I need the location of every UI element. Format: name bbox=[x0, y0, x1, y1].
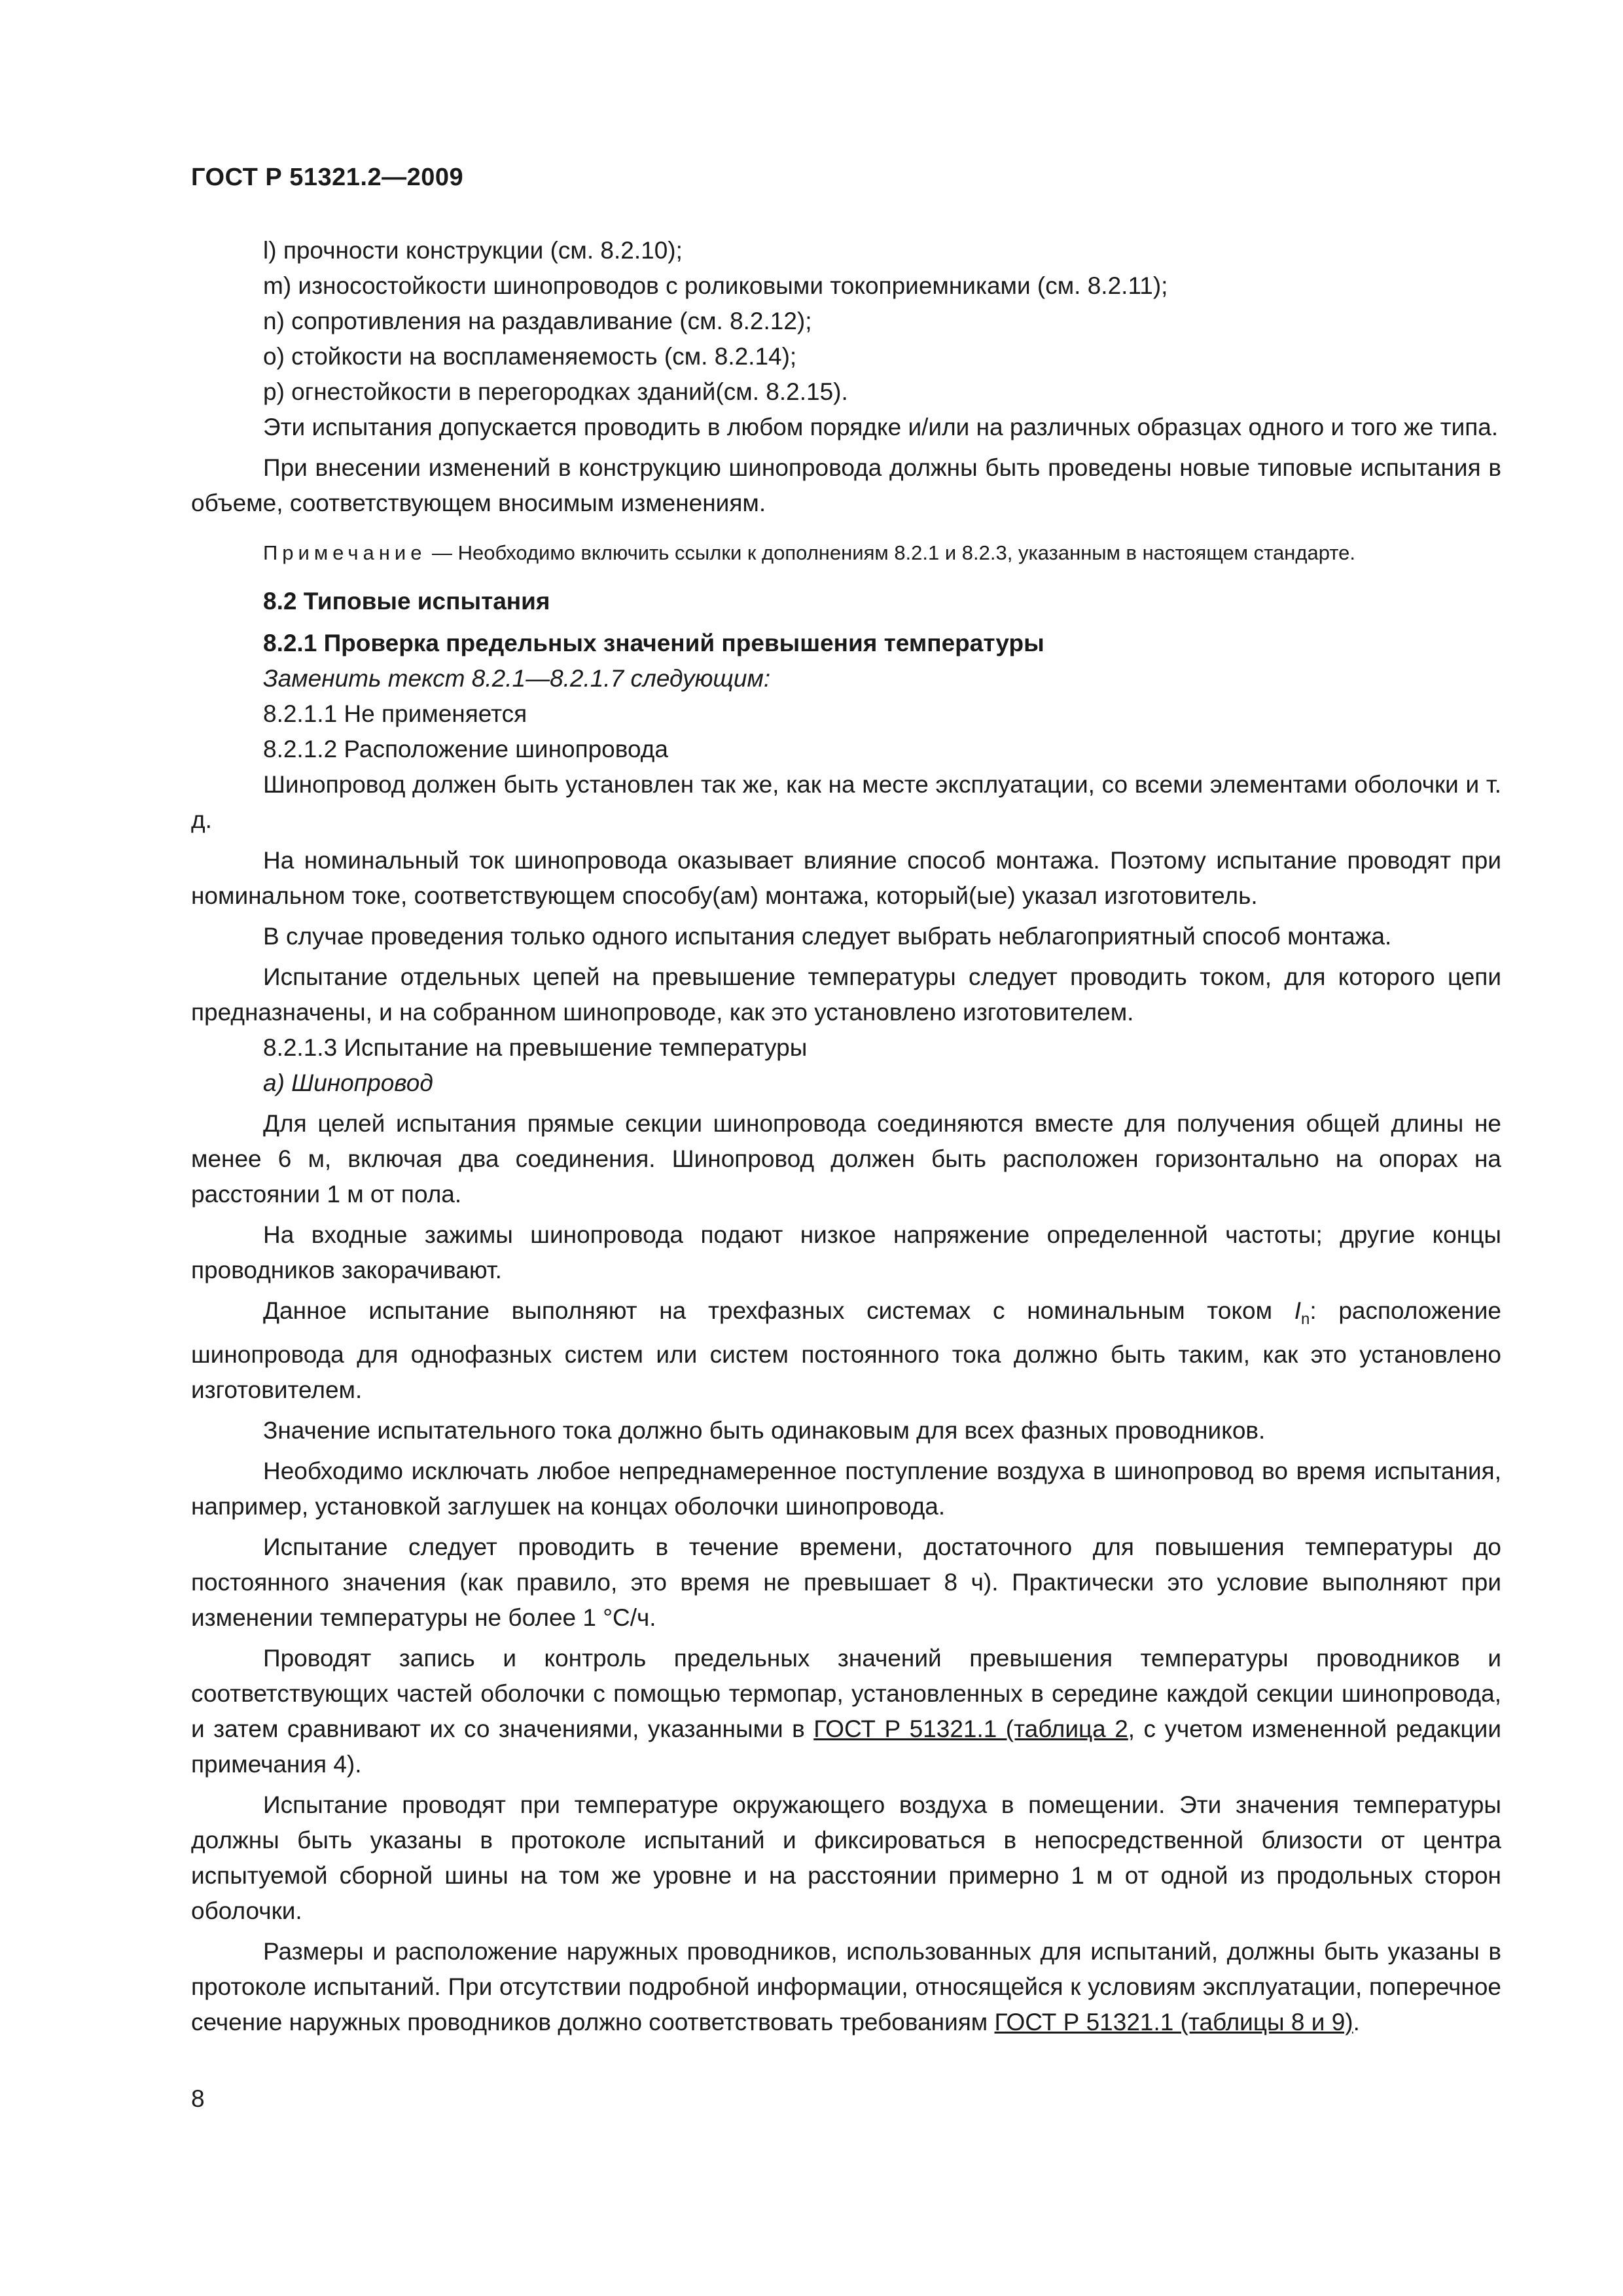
paragraph-text: Проводят запись и контроль предельных значений превышения температуры проводников и соответствующих частей оболочки с помощью термопар, установленных в середине каждой секции шинопровода, и затем сравнивают их со значениями, указанными в bbox=[191, 1645, 1501, 1742]
paragraph: На номинальный ток шинопровода оказывает влияние способ монтажа. Поэтому испытание проводят при номинальном токе, соответствующем способу(ам) монтажа, который(ые) указал изготовитель. bbox=[191, 847, 1501, 909]
paragraph: Значение испытательного тока должно быть одинаковым для всех фазных проводников. bbox=[263, 1417, 1266, 1444]
paragraph: Для целей испытания прямые секции шинопровода соединяются вместе для получения общей длины не менее 6 м, включая два соединения. Шинопровод должен быть расположен горизонтально на опорах на расстоянии 1 м от пола. bbox=[191, 1110, 1501, 1208]
paragraph: Испытание следует проводить в течение времени, достаточного для повышения температуры до постоянного значения (как правило, это время не превышает 8 ч). Практически это условие выполняют при изменении температуры не более 1 °С/ч. bbox=[191, 1534, 1501, 1631]
paragraph-text: Данное испытание выполняют на трехфазных системах с номинальным током bbox=[263, 1297, 1294, 1324]
list-item: m) износостойкости шинопроводов с роликовыми токоприемниками (см. 8.2.11); bbox=[263, 272, 1168, 299]
standard-reference-link[interactable]: ГОСТ Р 51321.1 (таблица 2 bbox=[813, 1715, 1128, 1742]
page-number: 8 bbox=[191, 2085, 205, 2112]
clause-heading: 8.2.1.1 Не применяется bbox=[263, 700, 527, 727]
standard-reference-link[interactable]: ГОСТ Р 51321.1 (таблицы 8 и 9) bbox=[994, 2009, 1353, 2036]
paragraph: В случае проведения только одного испытания следует выбрать неблагоприятный способ монтажа. bbox=[263, 923, 1392, 950]
subsection-heading: 8.2.1 Проверка предельных значений превышения температуры bbox=[263, 630, 1044, 656]
paragraph: Необходимо исключать любое непреднамеренное поступление воздуха в шинопровод во время испытания, например, установкой заглушек на концах оболочки шинопровода. bbox=[191, 1458, 1501, 1520]
document-body bbox=[191, 233, 1501, 2040]
note bbox=[191, 538, 1501, 568]
sub-clause-heading: а) Шинопровод bbox=[263, 1069, 433, 1096]
paragraph: Шинопровод должен быть установлен так же, как на месте эксплуатации, со всеми элементами оболочки и т. д. bbox=[191, 771, 1501, 833]
current-subscript: n bbox=[1301, 1310, 1310, 1328]
clause-heading: 8.2.1.3 Испытание на превышение температуры bbox=[263, 1034, 808, 1061]
paragraph bbox=[191, 1641, 1501, 1782]
paragraph bbox=[191, 1293, 1501, 1408]
list-item: n) сопротивления на раздавливание (см. 8.2.12); bbox=[263, 308, 812, 334]
paragraph: Испытание отдельных цепей на превышение температуры следует проводить током, для которого цепи предназначены, и на собранном шинопроводе, как это установлено изготовителем. bbox=[191, 963, 1501, 1026]
current-symbol: I bbox=[1294, 1297, 1302, 1324]
clause-heading: 8.2.1.2 Расположение шинопровода bbox=[263, 736, 668, 762]
paragraph: Испытание проводят при температуре окружающего воздуха в помещении. Эти значения температуры должны быть указаны в протоколе испытаний и фиксироваться в непосредственной близости от центра испытуемой сборной шины на том же уровне и на расстоянии примерно 1 м от одной из продольных сторон оболочки. bbox=[191, 1791, 1501, 1924]
paragraph-text: : расположение шинопровода для однофазных систем или систем постоянного тока должно быть таким, как это установлено изготовителем. bbox=[191, 1297, 1501, 1403]
paragraph-text: , с учетом измененной редакции примечания 4). bbox=[191, 1715, 1501, 1778]
section-heading: 8.2 Типовые испытания bbox=[263, 588, 550, 615]
note-text: — Необходимо включить ссылки к дополнениям 8.2.1 и 8.2.3, указанным в настоящем стандарте. bbox=[426, 541, 1355, 564]
list-item: o) стойкости на воспламеняемость (см. 8.2.14); bbox=[263, 343, 797, 370]
paragraph-text: Размеры и расположение наружных проводников, использованных для испытаний, должны быть указаны в протоколе испытаний. При отсутствии подробной информации, относящейся к условиям эксплуатации, поперечное сечение наружных проводников должно соответствовать требованиям bbox=[191, 1938, 1501, 2036]
replace-instruction: Заменить текст 8.2.1—8.2.1.7 следующим: bbox=[263, 665, 771, 692]
list-item: l) прочности конструкции (см. 8.2.10); bbox=[263, 237, 683, 264]
paragraph bbox=[191, 1934, 1501, 2040]
paragraph: На входные зажимы шинопровода подают низкое напряжение определенной частоты; другие концы проводников закорачивают. bbox=[191, 1221, 1501, 1283]
paragraph: Эти испытания допускается проводить в любом порядке и/или на различных образцах одного и того же типа. bbox=[263, 414, 1499, 440]
paragraph-text: . bbox=[1353, 2009, 1360, 2036]
paragraph: При внесении изменений в конструкцию шинопровода должны быть проведены новые типовые испытания в объеме, соответствующем вносимым изменениям. bbox=[191, 454, 1501, 516]
note-label: Примечание bbox=[263, 541, 427, 564]
document-header: ГОСТ Р 51321.2—2009 bbox=[191, 164, 464, 191]
list-item: p) огнестойкости в перегородках зданий(см. 8.2.15). bbox=[263, 378, 848, 405]
